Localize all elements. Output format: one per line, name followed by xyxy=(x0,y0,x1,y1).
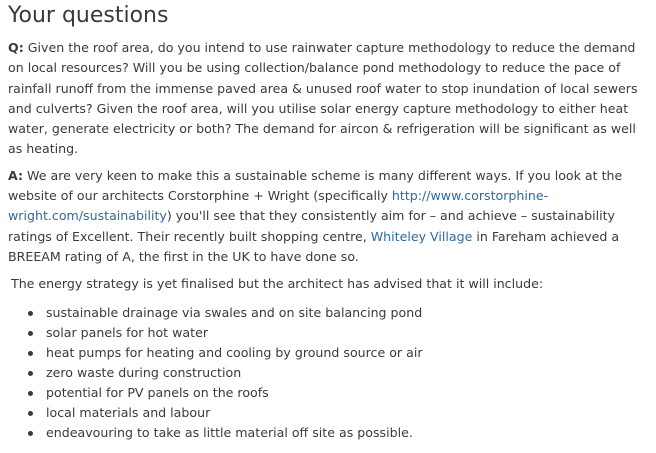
list-item-text: local materials and labour xyxy=(46,404,211,420)
whiteley-village-link[interactable]: Whiteley Village xyxy=(370,228,473,244)
list-item xyxy=(28,363,648,383)
bullet-icon xyxy=(28,431,33,436)
list-item-text: potential for PV panels on the roofs xyxy=(46,384,269,400)
energy-strategy-list xyxy=(8,303,648,443)
list-item-text: zero waste during construction xyxy=(46,364,242,380)
question-text: Given the roof area, do you intend to use rainwater capture methodology to reduce the demand on local resources? Will you be using collection/balance pond methodology to reduce the pace of rainfall runoff from the immense paved area & unused roof water to stop inundation of local sewers and culverts? Given the roof area, will you utilise solar energy capture methodology to either heat water, generate electricity or both? The demand for aircon & refrigeration will be significant as well as heating. xyxy=(8,40,638,157)
list-item-text: sustainable drainage via swales and on site balancing pond xyxy=(46,304,423,320)
section-title: Your questions xyxy=(8,3,169,28)
answer-lead: A: xyxy=(8,167,24,183)
bullet-icon xyxy=(28,391,33,396)
list-item-text: solar panels for hot water xyxy=(46,324,208,340)
bullet-icon xyxy=(28,411,33,416)
list-item-text: heat pumps for heating and cooling by ground source or air xyxy=(46,344,423,360)
question-paragraph xyxy=(8,38,648,160)
list-item xyxy=(28,423,648,443)
list-item xyxy=(28,383,648,403)
architect-sustainability-link[interactable]: http://www.corstorphine-wright.com/sustainability xyxy=(8,188,549,224)
list-item xyxy=(28,403,648,423)
answer-paragraph xyxy=(8,166,648,267)
list-item xyxy=(28,343,648,363)
list-item-text: endeavouring to take as little material off site as possible. xyxy=(46,424,413,440)
question-lead: Q: xyxy=(8,40,24,55)
answer-text-1: We are very keen to make this a sustainable scheme is many different ways. If you look at the website of our architects Corstorphine + Wright (specifically xyxy=(8,167,623,204)
bullet-icon xyxy=(28,351,33,356)
bullet-icon xyxy=(28,311,33,316)
bullet-icon xyxy=(28,331,33,336)
list-item xyxy=(28,303,648,323)
answer-text-3: in Fareham achieved a BREEAM rating of A, the first in the UK to have done so. xyxy=(8,228,620,264)
answer-text-2: ) you'll see that they consistently aim for – and achieve – sustainability ratings of Excellent. Their recently built shopping centre, xyxy=(8,208,615,244)
energy-strategy-intro: The energy strategy is yet finalised but the architect has advised that it will include: xyxy=(11,276,544,292)
bullet-icon xyxy=(28,371,33,376)
list-item xyxy=(28,323,648,343)
